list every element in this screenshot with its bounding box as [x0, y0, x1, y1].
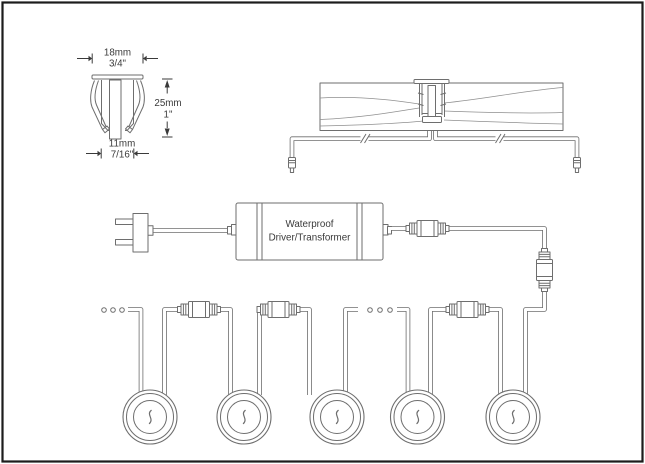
deck-cross-section — [289, 80, 581, 173]
transformer-label-line1: Waterproof — [285, 219, 334, 230]
fixture-flange — [92, 75, 143, 79]
recessed-fixture-cap — [423, 117, 442, 123]
power-plug — [116, 214, 154, 253]
deck-light-1 — [123, 390, 177, 444]
deck-light-5 — [486, 390, 540, 444]
plug-prong-bottom — [116, 240, 134, 246]
fixture-clip-right — [126, 81, 145, 133]
inline-connector-vertical — [537, 249, 553, 292]
light3-left-wire — [297, 310, 310, 396]
transformer-outlet-nub — [388, 227, 392, 235]
dim-height-bottom-arrow — [165, 129, 170, 137]
inline-connector-3 — [446, 302, 489, 318]
deck-light-2 — [217, 390, 271, 444]
feed-wire-2 — [447, 229, 545, 252]
transformer — [228, 203, 392, 260]
light4-right-wire — [431, 310, 450, 396]
transformer-inlet-nub — [228, 227, 232, 235]
dim-bottom-width-in-label: 7/16" — [110, 149, 134, 161]
fixture-dimension-drawing — [77, 48, 182, 161]
light3-right-wire — [346, 310, 359, 396]
end-connector-right — [574, 158, 581, 173]
dim-top-width-in-label: 3/4" — [108, 58, 127, 70]
dimension-height — [154, 79, 181, 137]
deck-light-4 — [391, 390, 445, 444]
recessed-fixture-flange — [414, 80, 449, 84]
feed-wire-3 — [526, 290, 545, 396]
inline-connector-2 — [257, 302, 300, 318]
dim-height-in-label: 1" — [163, 109, 173, 121]
dimension-top-width — [77, 48, 158, 70]
light1-right-wire — [165, 310, 182, 396]
dim-bottom-width-mm-label: 11mm — [108, 138, 136, 150]
light1-left-wire — [128, 310, 141, 396]
transformer-label-line2: Driver/Transformer — [268, 232, 351, 244]
continuation-dots-left — [102, 308, 125, 313]
light4-left-wire — [397, 310, 408, 396]
fixture-center-tube — [110, 80, 122, 139]
dim-top-left-arrow — [89, 56, 93, 61]
light-chain — [102, 302, 540, 445]
continuation-dots-mid — [368, 308, 393, 313]
dim-top-right-arrow — [143, 56, 147, 61]
dim-height-top-arrow — [165, 80, 170, 88]
inline-connector-1 — [178, 302, 221, 318]
deck-light-3 — [310, 390, 364, 444]
recessed-fixture-tube — [428, 86, 436, 117]
dim-height-mm-label: 25mm — [154, 98, 182, 109]
dim-top-width-mm-label: 18mm — [103, 47, 132, 59]
light2-left-wire — [217, 310, 231, 396]
dim-bottom-right-arrow — [134, 151, 138, 156]
plug-prong-top — [116, 219, 134, 225]
plug-body — [133, 214, 148, 253]
dimension-bottom-width — [86, 139, 149, 161]
inline-connector-feed — [406, 221, 449, 237]
light5-left-wire — [486, 310, 501, 396]
fixture-clip-left — [91, 81, 110, 133]
fixture-front-view — [91, 75, 145, 139]
dim-bottom-left-arrow — [98, 151, 102, 156]
transformer-box — [236, 203, 383, 260]
plug-neck — [148, 226, 153, 236]
power-section — [116, 203, 553, 395]
end-connector-left — [289, 158, 296, 173]
